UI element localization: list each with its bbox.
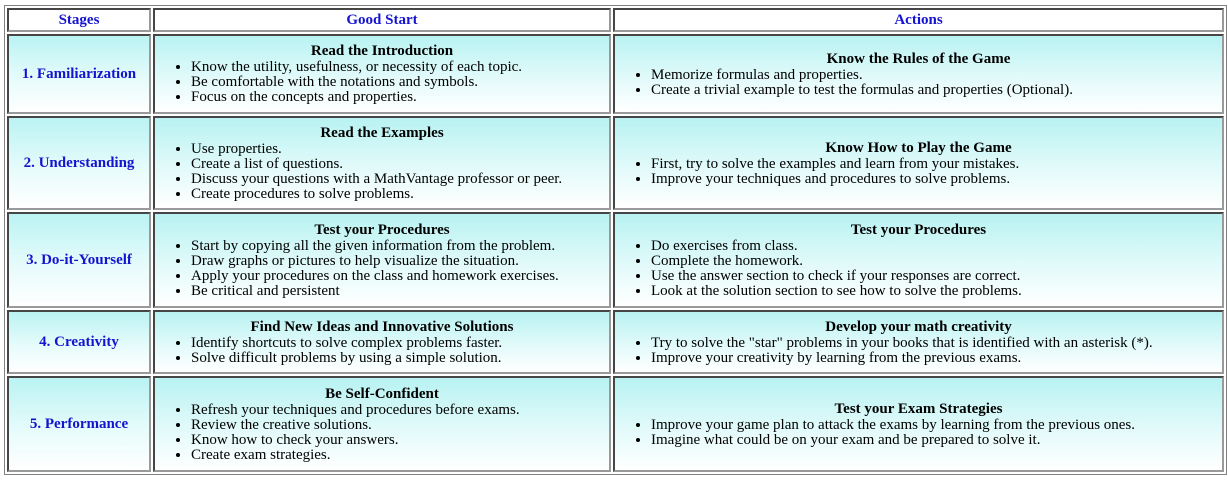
stage-row xyxy=(7,116,1224,210)
actions-list xyxy=(615,418,1222,448)
actions-list xyxy=(615,68,1222,98)
list-item: • Look at the solution section to see how to solve the problems. xyxy=(651,284,1222,299)
list-item: • Imagine what could be on your exam and be prepared to solve it. xyxy=(651,433,1222,448)
actions-list xyxy=(615,336,1222,366)
stage-row xyxy=(7,34,1224,114)
actions-cell xyxy=(613,310,1224,374)
stage-label: 2. Understanding xyxy=(7,116,151,210)
list-item: • Try to solve the "star" problems in your books that is identified with an asterisk (*). xyxy=(651,336,1222,351)
list-item: • Know the utility, usefulness, or necessity of each topic. xyxy=(191,60,609,75)
list-item: • Complete the homework. xyxy=(651,254,1222,269)
actions-title: Test your Exam Strategies xyxy=(834,400,1003,417)
stage-row xyxy=(7,212,1224,308)
good-start-cell xyxy=(153,310,611,374)
stage-row xyxy=(7,376,1224,472)
stage-label: 5. Performance xyxy=(7,376,151,472)
list-item: • Use properties. xyxy=(191,142,609,157)
list-item: • Draw graphs or pictures to help visualize the situation. xyxy=(191,254,609,269)
actions-cell xyxy=(613,116,1224,210)
list-item: • Apply your procedures on the class and homework exercises. xyxy=(191,269,609,284)
actions-cell xyxy=(613,34,1224,114)
actions-list xyxy=(615,157,1222,187)
good-start-title: Be Self-Confident xyxy=(325,385,439,402)
actions-cell xyxy=(613,376,1224,472)
actions-list xyxy=(615,239,1222,299)
list-item: • Create a trivial example to test the formulas and properties (Optional). xyxy=(651,83,1222,98)
good-start-cell xyxy=(153,116,611,210)
good-start-list xyxy=(155,142,609,202)
stage-label: 3. Do-it-Yourself xyxy=(7,212,151,308)
list-item: • Create exam strategies. xyxy=(191,448,609,463)
good-start-list xyxy=(155,403,609,463)
good-start-list xyxy=(155,239,609,299)
good-start-cell xyxy=(153,34,611,114)
actions-title: Know How to Play the Game xyxy=(825,139,1012,156)
good-start-cell xyxy=(153,212,611,308)
good-start-cell xyxy=(153,376,611,472)
actions-title: Know the Rules of the Game xyxy=(826,50,1011,67)
list-item: • Know how to check your answers. xyxy=(191,433,609,448)
list-item: • Do exercises from class. xyxy=(651,239,1222,254)
list-item: • Identify shortcuts to solve complex problems faster. xyxy=(191,336,609,351)
list-item: • Solve difficult problems by using a simple solution. xyxy=(191,351,609,366)
header-stages: Stages xyxy=(7,8,151,32)
list-item: • Create a list of questions. xyxy=(191,157,609,172)
list-item: • Create procedures to solve problems. xyxy=(191,187,609,202)
good-start-list xyxy=(155,336,609,366)
stage-label: 1. Familiarization xyxy=(7,34,151,114)
good-start-title: Read the Introduction xyxy=(310,43,454,59)
list-item: • Use the answer section to check if your responses are correct. xyxy=(651,269,1222,284)
actions-title: Test your Procedures xyxy=(850,221,987,238)
stage-row xyxy=(7,310,1224,374)
list-item: • Be critical and persistent xyxy=(191,284,609,299)
list-item: • Review the creative solutions. xyxy=(191,418,609,433)
good-start-title: Read the Examples xyxy=(320,124,444,141)
list-item: • Memorize formulas and properties. xyxy=(651,68,1222,83)
page xyxy=(4,5,1227,475)
header-good-start: Good Start xyxy=(153,8,611,32)
good-start-title: Test your Procedures xyxy=(314,221,450,238)
list-item: • Focus on the concepts and properties. xyxy=(191,90,609,105)
list-item: • First, try to solve the examples and learn from your mistakes. xyxy=(651,157,1222,172)
stage-label: 4. Creativity xyxy=(7,310,151,374)
list-item: • Discuss your questions with a MathVantage professor or peer. xyxy=(191,172,609,187)
list-item: • Improve your game plan to attack the exams by learning from the previous ones. xyxy=(651,418,1222,433)
list-item: • Be comfortable with the notations and symbols. xyxy=(191,75,609,90)
header-row xyxy=(7,8,1224,32)
actions-cell xyxy=(613,212,1224,308)
header-actions: Actions xyxy=(613,8,1224,32)
list-item: • Start by copying all the given information from the problem. xyxy=(191,239,609,254)
list-item: • Refresh your techniques and procedures before exams. xyxy=(191,403,609,418)
actions-title: Develop your math creativity xyxy=(825,318,1012,335)
list-item: • Improve your creativity by learning from the previous exams. xyxy=(651,351,1222,366)
good-start-title: Find New Ideas and Innovative Solutions xyxy=(250,318,514,335)
good-start-list xyxy=(155,60,609,105)
list-item: • Improve your techniques and procedures to solve problems. xyxy=(651,172,1222,187)
stages-table xyxy=(4,5,1227,475)
